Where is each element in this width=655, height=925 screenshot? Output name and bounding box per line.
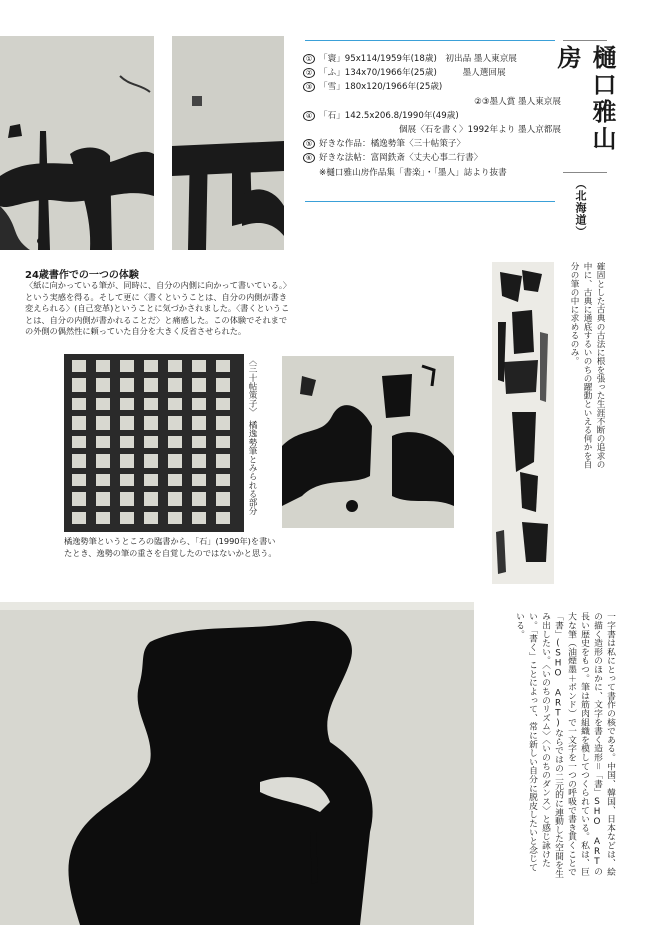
calligraphy-photo-2 bbox=[172, 36, 284, 250]
top-rule bbox=[305, 40, 555, 41]
works-row: 個展〈石を書く〉1992年より 墨人京都展 bbox=[398, 125, 561, 136]
experience-body: 〈紙に向かっている筆が、同時に、自分の内側に向かって書いている。〉という実感を得る。そして更に〈書くということは、自分の内側が書き変えられる〉(自己変革)ということに気づかされました。〈書くということは、自分の内側が書かれることだ〉と痛感した。この体験でそれまでの外側の偶然性に頼っていた自分を大きく反省させられた。 bbox=[25, 280, 292, 337]
works-row: ② 「ふ」134x70/1966年(25歳) 墨人選回展 bbox=[303, 66, 561, 80]
large-stone-calligraphy-photo bbox=[0, 602, 474, 925]
works-row: ⑥ 好きな法帖：富岡鉄斎〈丈夫心事二行書〉 bbox=[303, 151, 561, 165]
calligraphy-photo-1 bbox=[0, 36, 154, 250]
artist-quote: 確固とした古典の古法に根を張った生涯不断の追求の中に、古典に通底するいのちの躍動といえる何かを自分の筆の中に求めるのみ。 bbox=[569, 262, 605, 469]
sanjujo-sakushi-photo bbox=[64, 354, 244, 532]
artist-region: （北海道） bbox=[574, 178, 587, 238]
works-row: ③ 「雪」180x120/1966年(25歳) bbox=[303, 80, 561, 94]
artist-name-box bbox=[553, 40, 617, 173]
bottom-rule bbox=[305, 201, 555, 202]
works-row: ④ 「石」142.5x206.8/1990年(49歳) bbox=[303, 109, 561, 123]
stone-calligraphy-photo bbox=[282, 356, 454, 528]
works-row: ① 「寰」95x114/1959年(18歳) 初出品 墨人東京展 bbox=[303, 52, 561, 66]
experience-title: 24歳書作での一つの体験 bbox=[25, 270, 139, 281]
calligraphy-scroll-photo bbox=[492, 262, 554, 584]
works-list bbox=[303, 52, 561, 180]
sanjujo-caption: 〈三十帖策子〉 橘逸勢筆とみられる部分 bbox=[247, 356, 257, 516]
artist-statement: 一字書は私にとって書作の核である。中国、韓国、日本などは、絵の描く造形のほかに、文字を書く造形＝「書」SHO ARTの長い歴史をもつ。筆は筋肉組織を模してつくられている。私は、巨大な筆（油煙墨＋ボンド）で一文字を一つの呼吸で書き貫くことで「書」(SHO ART)ならではの二元的に連動した空間を生み出したい。〈いのちのリズム〉〈いのちのダンス〉と感じ詠けたい。「書く」ことによって、常に新しい自分に脱皮したいと念じている。 bbox=[514, 612, 615, 878]
works-row: ②③墨人賞 墨人東京展 bbox=[474, 96, 561, 107]
works-row: ⑤ 好きな作品：橘逸勢筆〈三十帖策子〉 bbox=[303, 137, 561, 151]
artist-name: 樋口雅山房 bbox=[553, 45, 617, 153]
works-row: ※樋口雅山房作品集「書楽」・「墨人」誌より抜書 bbox=[319, 167, 507, 178]
rinsho-caption: 橘逸勢筆というところの臨書から、「石」(1990年)を書いたとき、逸勢の筆の重さを自覚したのではないかと思う。 bbox=[64, 536, 277, 558]
